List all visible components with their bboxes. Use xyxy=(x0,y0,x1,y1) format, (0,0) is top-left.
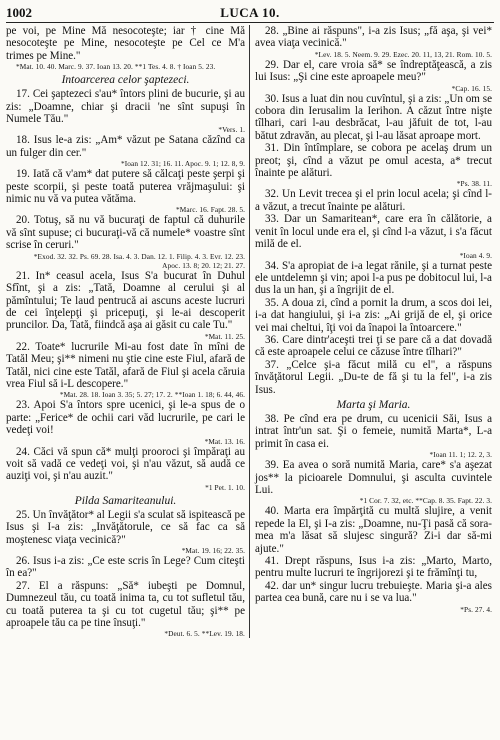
cross-reference: *Ps. 38. 11. xyxy=(456,179,492,189)
cross-reference: *Deut. 6. 5. **Lev. 19. 18. xyxy=(164,629,245,639)
cross-reference: *Mat. 11. 25. xyxy=(204,331,245,341)
verse: 18. Isus le-a zis: „Am* văzut pe Satana căzînd ca un fulger din cer." xyxy=(6,134,245,159)
cross-reference: *Ioan 4. 9. xyxy=(459,250,492,260)
cross-reference: *1 Pet. 1. 10. xyxy=(205,482,245,492)
verse: 42. dar un* singur lucru trebuieşte. Maria şi-a ales partea cea bună, care nu i se va lua." xyxy=(255,579,492,605)
verse: 32. Un Levit trecea şi el prin locul acela; şi cînd l-a văzut, a trecut înainte pe alături. xyxy=(255,188,492,213)
cross-reference: *Mat. 10. 40. Marc. 9. 37. Ioan 13. 20. **1 Tes. 4. 8. † Ioan 5. 23. xyxy=(16,62,216,72)
verse: 31. Din întîmplare, se cobora pe acelaş drum un preot; şi, cînd a văzut pe omul acesta, a* trecut înainte pe alături. xyxy=(255,142,492,180)
cross-reference: *Marc. 16. Fapt. 28. 5. xyxy=(176,205,245,215)
cross-reference: *Cap. 16. 15. xyxy=(451,83,492,93)
page-number: 1002 xyxy=(6,5,32,20)
cross-reference: *Vers. 1. xyxy=(218,125,245,135)
verse: 25. Un învăţător* al Legii s'a sculat să ispitească pe Isus şi I-a zis: „Invăţătorule, ce să fac ca să moştenesc viaţa vecinică?" xyxy=(6,508,245,546)
verse: 36. Care dintr'aceşti trei ţi se pare că a dat dovadă că este aproapele celui ce căzuse între tîlhari?" xyxy=(255,333,492,359)
text-columns xyxy=(6,25,494,638)
cross-reference: *Ps. 27. 4. xyxy=(460,604,492,614)
verse: 26. Isus i-a zis: „Ce este scris în Lege? Cum citeşti în ea?" xyxy=(6,555,245,580)
verse: 27. El a răspuns: „Să* iubeşti pe Domnul, Dumnezeul tău, cu toată inima ta, cu tot sufletul tău, cu toată puterea ta şi cu tot cugetul tău; şi** pe aproapele tău ca pe tine însuţi." xyxy=(6,579,245,630)
verse: 17. Cei şaptezeci s'au* întors plini de bucurie, şi au zis: „Doamne, chiar şi dracii 'ne sînt supuşi în Numele Tău." xyxy=(6,88,245,126)
verse: 28. „Bine ai răspuns", i-a zis Isus; „fă aşa, şi vei* avea viaţa vecinică." xyxy=(255,25,492,50)
page-header xyxy=(6,4,494,23)
verse: 29. Dar el, care vroia să* se îndreptăţească, a zis lui Isus: „Şi cine este aproapele meu?" xyxy=(255,58,492,84)
verse: 24. Căci vă spun că* mulţi prooroci şi împăraţi au voit să vadă ce vedeţi voi, şi n'au văzut, să audă ce auziţi voi, şi n'au auzit." xyxy=(6,445,245,483)
cross-reference: *Exod. 32. 32. Ps. 69. 28. Isa. 4. 3. Dan. 12. 1. Filip. 4. 3. Evr. 12. 23. Apoc. 13. 8; 20. 12; 21. 27. xyxy=(33,251,245,270)
cross-reference: *Mat. 13. 16. xyxy=(204,436,245,446)
section-heading: Pilda Samariteanului. xyxy=(74,494,177,507)
verse: 30. Isus a luat din nou cuvîntul, şi a zis: „Un om se cobora din Ierusalim la Ierihon. A căzut între nişte tîlhari, cari l-au desbrăcat, l-au jăfuit de tot, l-au bătut zdravăn, au plecat, şi l-au lăsat aproape mort. xyxy=(255,92,492,142)
verse-continuation: pe voi, pe Mine Mă nesocoteşte; iar † cine Mă nesocoteşte pe Mine, nesocoteşte pe Cel ce M'a trimes pe Mine." xyxy=(6,25,245,62)
verse: 22. Toate* lucrurile Mi-au fost date în mîni de Tatăl Meu; şi** nimeni nu ştie cine este Fiul, afară de Tatăl, nici cine este Tatăl, afară de Fiul şi acela căruia vrea Fiul să i-L descopere." xyxy=(6,340,245,390)
right-column xyxy=(249,25,492,638)
verse: 37. „Celce şi-a făcut milă cu el", a răspuns învăţătorul Legii. „Du-te de fă şi tu la fel", i-a zis Isus. xyxy=(255,358,492,396)
verse: 23. Apoi S'a întors spre ucenici, şi le-a spus de o parte: „Ferice* de ochii cari văd lucrurile, pe cari le vedeţi voi! xyxy=(6,399,245,437)
left-column xyxy=(6,25,249,638)
verse: 40. Marta era împărţită cu multă slujire, a venit repede la El, şi I-a zis: „Doamne, nu-Ţi pasă că sora-mea m'a lăsat să slujesc singură? Zi-i dar să-mi ajute." xyxy=(255,505,492,555)
cross-reference: *Ioan 12. 31; 16. 11. Apoc. 9. 1; 12. 8, 9. xyxy=(120,159,245,169)
section-heading: Marta şi Maria. xyxy=(336,398,411,411)
cross-reference: *Mat. 28. 18. Ioan 3. 35; 5. 27; 17. 2. **Ioan 1. 18; 6. 44, 46. xyxy=(59,390,245,400)
verse: 19. Iată că v'am* dat putere să călcaţi peste şerpi şi peste scorpii, şi peste toată puterea vrăjmaşului: şi nimic nu vă va putea vătăma. xyxy=(6,168,245,206)
verse: 35. A doua zi, cînd a pornit la drum, a scos doi lei, i-a dat hangiului, şi i-a zis: „Ai grijă de el, şi orice vei mai cheltui, îţi voi da înapoi la întoarcere." xyxy=(255,296,492,334)
verse: 34. S'a apropiat de i-a legat rănile, şi a turnat peste ele untdelemn şi vin; apoi l-a pus pe dobitocul lui, l-a dus la un han, şi a îngrijit de el. xyxy=(255,259,492,297)
verse: 38. Pe cînd era pe drum, cu ucenicii Săi, Isus a intrat într'un sat. Şi o femeie, numită Marta*, L-a primit în casa ei. xyxy=(255,412,492,450)
verse: 21. In* ceasul acela, Isus S'a bucurat în Duhul Sfînt, şi a zis: „Tată, Doamne al cerului şi al pămîntului; Te laud pentrucă ai ascuns aceste lucruri de cei înţelepţi şi pricepuţi, şi le-ai descoperit pruncilor. Da, Tată, fiindcă aşa ai găsit cu cale Tu." xyxy=(6,269,245,332)
verse: 33. Dar un Samaritean*, care era în călătorie, a venit în locul unde era el, şi cînd l-a văzut, i s'a făcut milă de el. xyxy=(255,213,492,251)
section-heading: Intoarcerea celor şaptezeci. xyxy=(61,74,190,87)
cross-reference: *Ioan 11. 1; 12. 2, 3. xyxy=(429,450,492,460)
running-title: LUCA 10. xyxy=(220,5,280,20)
cross-reference: *1 Cor. 7. 32, etc. **Cap. 8. 35. Fapt. 22. 3. xyxy=(359,496,492,506)
verse: 20. Totuş, să nu vă bucuraţi de faptul că duhurile vă sînt supuse; ci bucuraţi-vă că numele* voastre sînt scrise în ceruri." xyxy=(6,214,245,252)
verse: 41. Drept răspuns, Isus i-a zis: „Marto, Marto, pentru multe lucruri te îngrijorezi şi te frămînţi tu, xyxy=(255,555,492,580)
cross-reference: *Mat. 19. 16; 22. 35. xyxy=(181,546,245,555)
verse: 39. Ea avea o soră numită Maria, care* s'a aşezat jos** la picioarele Domnului, şi asculta cuvintele Lui. xyxy=(255,459,492,496)
cross-reference: *Lev. 18. 5. Neem. 9. 29. Ezec. 20. 11, 13, 21. Rom. 10. 5. xyxy=(314,49,492,59)
